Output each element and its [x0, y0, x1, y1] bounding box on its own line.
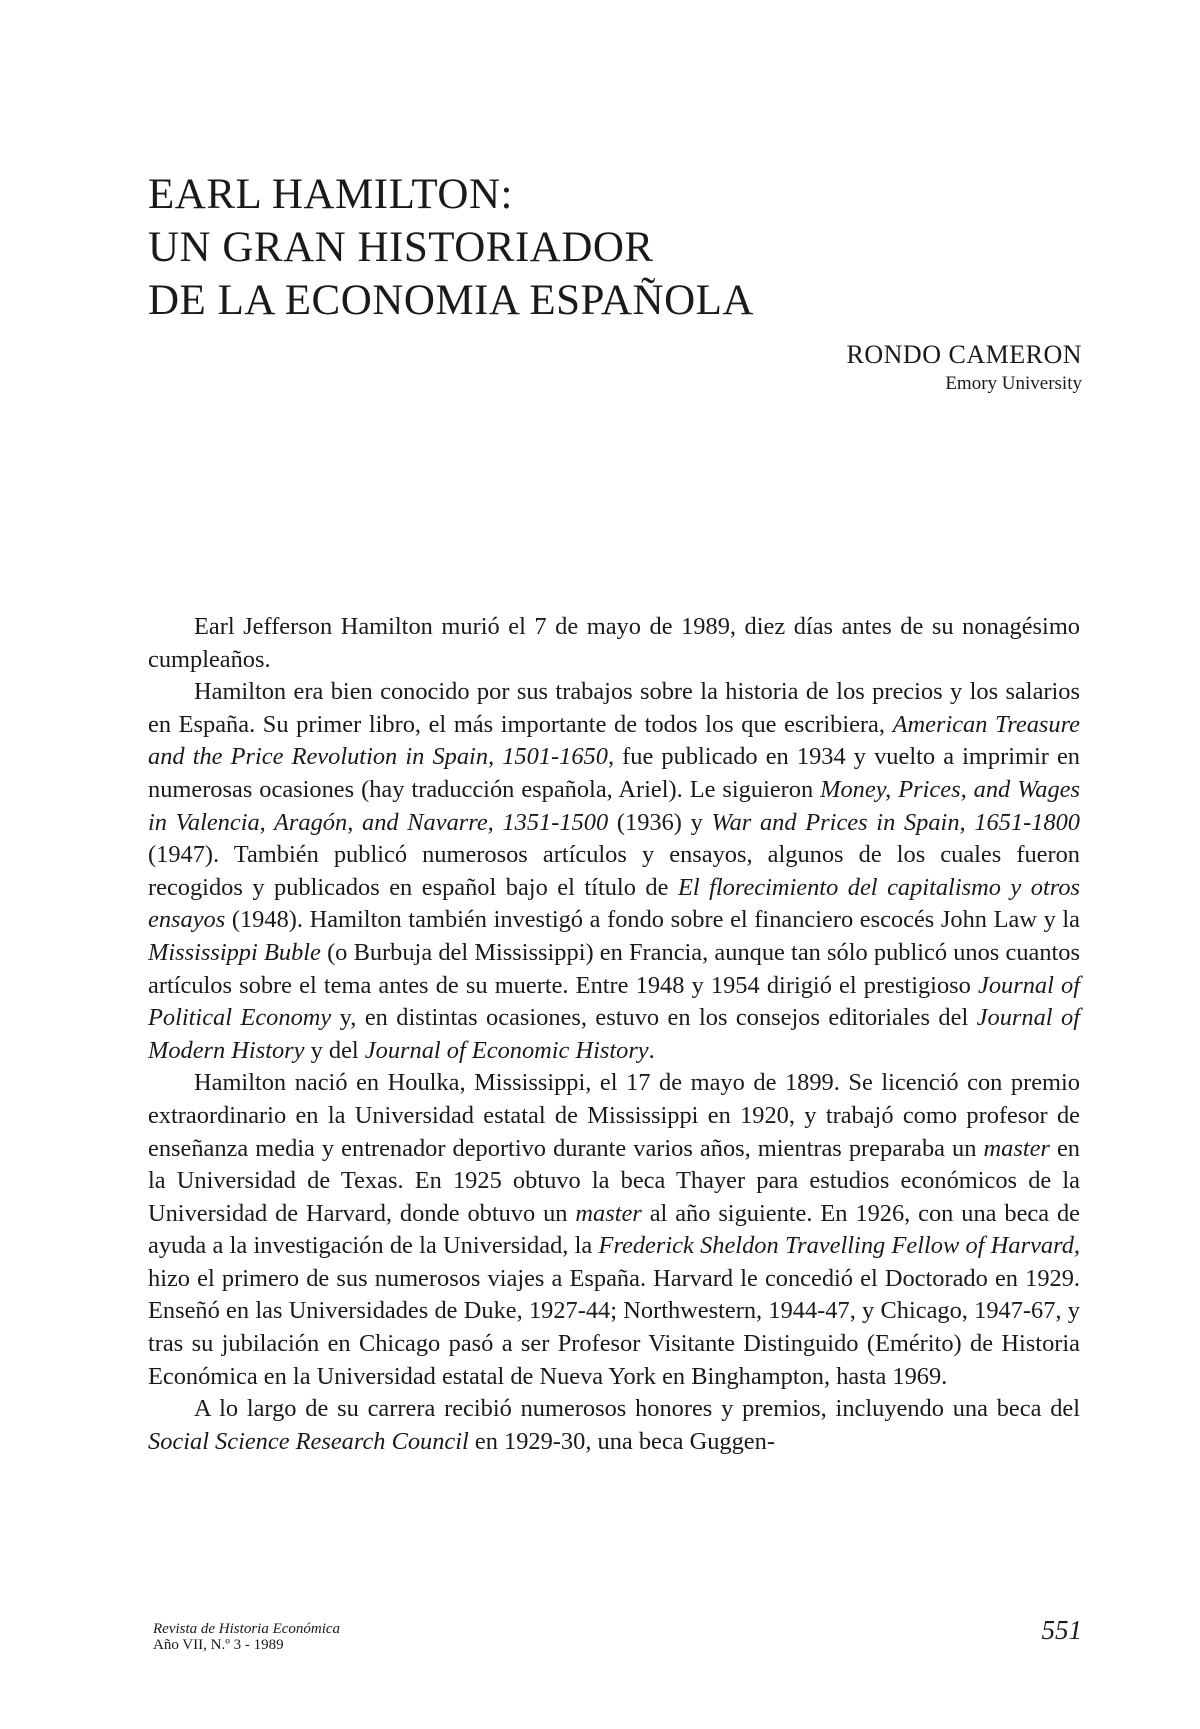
p4-text: en 1929-30, una beca Guggen-: [468, 1427, 775, 1455]
p3-text: al año siguiente. En 1926, con una beca de ayuda a la investigación de la Universidad, la: [148, 1199, 1080, 1260]
journal-issue: Año VII, N.º 3 - 1989: [153, 1637, 284, 1653]
p3-text: hizo el primero de sus numerosos viajes a España. Harvard le concedió el Doctorado en 1929. Enseñó en las Universidades de Duke, 1927-44; Northwestern, 1944-47, y Chicago, 1947-67, y tras su jubilación en Chicago pasó a ser Profesor Visitante Distinguido (Emérito) de Historia Económica en la Universidad estatal de Nueva York en Binghampton, hasta 1969.: [148, 1264, 1080, 1390]
article-body: [148, 611, 1080, 1458]
p2-text: .: [648, 1036, 655, 1064]
p2-text: (1936) y: [608, 808, 712, 836]
p2-text: , fue publicado en 1934 y vuelto a imprimir en numerosas ocasiones (hay traducción española, Ariel). Le siguieron: [148, 743, 1081, 803]
p2-text: (1948). Hamilton también investigó a fondo sobre el financiero escocés John Law y la: [225, 906, 1080, 934]
paragraph-1: [148, 611, 1080, 676]
p3-text: en la Universidad de Texas. En 1925 obtuvo la beca Thayer para estudios económicos de la Universidad de Harvard, donde obtuvo un: [148, 1134, 1081, 1227]
term-master: master: [983, 1134, 1050, 1162]
author-block: [847, 340, 1082, 396]
journal-economic-history: Journal of Economic History: [364, 1036, 649, 1064]
council-name: Social Science Research Council: [148, 1427, 469, 1455]
article-title: [148, 168, 754, 327]
paragraph-4: [148, 1393, 1080, 1458]
journal-political-economy: Journal of Political Economy: [148, 971, 1080, 1032]
book-title-war-and-prices: War and Prices in Spain, 1651-1800: [711, 808, 1081, 836]
p2-text: (1947). También publicó numerosos artículos y ensayos, algunos de los cuales fueron recogidos y publicados en español bajo el título de: [148, 841, 1080, 901]
p2-text: y del: [304, 1036, 365, 1064]
journal-footer: [153, 1621, 340, 1653]
title-line-1: EARL HAMILTON:: [148, 171, 513, 218]
p2-text: y, en distintas ocasiones, estuvo en los consejos editoriales del: [331, 1004, 977, 1032]
p2-text: (o Burbuja del Mississippi) en Francia, aunque tan sólo publicó unos cuantos artículos sobre el tema antes de su muerte. Entre 1948 y 1954 dirigió el prestigioso: [148, 938, 1080, 999]
book-title-florecimiento: El florecimiento del capitalismo y otros ensayos: [148, 873, 1080, 934]
paragraph-3: [148, 1067, 1080, 1393]
title-line-3: DE LA ECONOMIA ESPAÑOLA: [148, 277, 754, 324]
paragraph-2: [148, 676, 1080, 1067]
p4-text: A lo largo de su carrera recibió numerosos honores y premios, incluyendo una beca del: [194, 1395, 1080, 1423]
p1-text: Earl Jefferson Hamilton murió el 7 de mayo de 1989, diez días antes de su nonagésimo cumpleaños.: [148, 613, 1080, 673]
book-title-american-treasure: American Treasure and the Price Revolution in Spain, 1501-1650: [148, 710, 1080, 771]
fellowship-name: Frederick Sheldon Travelling Fellow of Harvard,: [598, 1232, 1080, 1260]
author-affiliation: Emory University: [945, 373, 1082, 394]
title-line-2: UN GRAN HISTORIADOR: [148, 224, 654, 271]
page-number: 551: [1041, 1615, 1082, 1645]
author-name: RONDO CAMERON: [846, 340, 1082, 369]
term-master: master: [575, 1199, 642, 1227]
term-mississippi-buble: Mississippi Buble: [148, 938, 321, 966]
book-title-money-prices-wages: Money, Prices, and Wages in Valencia, Aragón, and Navarre, 1351-1500: [148, 775, 1081, 836]
journal-modern-history: Journal of Modern History: [148, 1004, 1080, 1064]
p3-text: Hamilton nació en Houlka, Mississippi, el 17 de mayo de 1899. Se licenció con premio extraordinario en la Universidad estatal de Mississippi en 1920, y trabajó como profesor de enseñanza media y entrenador deportivo durante varios años, mientras preparaba un: [148, 1069, 1080, 1162]
journal-name: Revista de Historia Económica: [153, 1621, 341, 1637]
p2-text: Hamilton era bien conocido por sus trabajos sobre la historia de los precios y los salarios en España. Su primer libro, el más importante de todos los que escribiera,: [148, 678, 1080, 738]
